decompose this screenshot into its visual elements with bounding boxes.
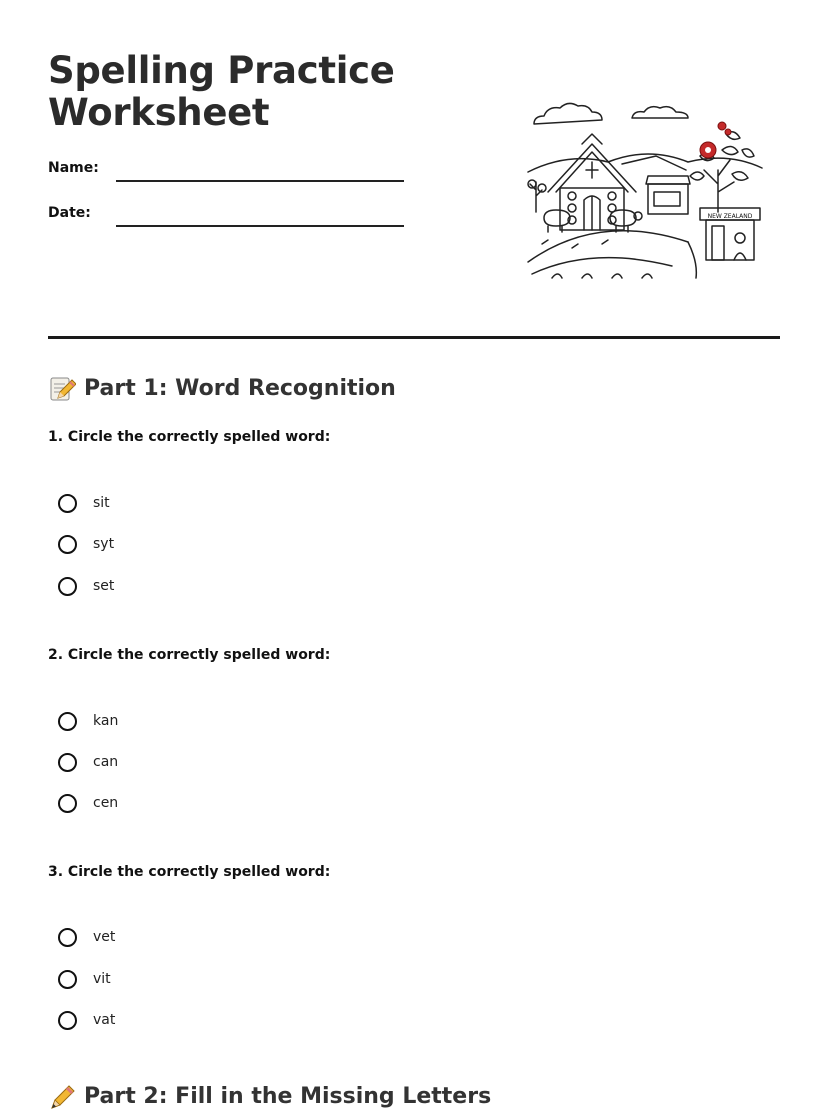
- name-line[interactable]: [116, 180, 404, 182]
- option-label: set: [93, 578, 115, 594]
- part2-heading: [48, 1082, 491, 1110]
- name-field[interactable]: [48, 160, 408, 184]
- option-label: vit: [93, 971, 111, 987]
- option-label: kan: [93, 713, 119, 729]
- question-1-option-2[interactable]: [58, 532, 114, 556]
- question-2-option-3[interactable]: [58, 791, 118, 815]
- question-3-option-1[interactable]: [58, 925, 115, 949]
- question-3-option-2[interactable]: [58, 967, 111, 991]
- date-line[interactable]: [116, 225, 404, 227]
- question-2-option-2[interactable]: [58, 750, 118, 774]
- date-field[interactable]: [48, 205, 408, 229]
- new-zealand-village-illustration: [522, 92, 768, 282]
- radio-circle[interactable]: [58, 970, 77, 989]
- title-line-1: Spelling Practice: [48, 49, 395, 92]
- radio-circle[interactable]: [58, 535, 77, 554]
- question-1-option-3[interactable]: [58, 574, 114, 598]
- option-label: cen: [93, 795, 119, 811]
- illustration-sign-text: NEW ZEALAND: [707, 213, 753, 220]
- part2-heading-text: Part 2: Fill in the Missing Letters: [84, 1083, 492, 1109]
- option-label: vet: [93, 929, 116, 945]
- question-2-prompt: 2. Circle the correctly spelled word:: [48, 647, 331, 663]
- option-label: syt: [93, 536, 115, 552]
- header-divider: [48, 336, 780, 339]
- question-2-option-1[interactable]: [58, 709, 118, 733]
- radio-circle[interactable]: [58, 494, 77, 513]
- radio-circle[interactable]: [58, 794, 77, 813]
- date-label: Date:: [48, 205, 91, 221]
- option-label: sit: [93, 495, 110, 511]
- radio-circle[interactable]: [58, 928, 77, 947]
- radio-circle[interactable]: [58, 577, 77, 596]
- name-label: Name:: [48, 160, 99, 176]
- pencil-icon: [48, 1082, 76, 1110]
- radio-circle[interactable]: [58, 712, 77, 731]
- question-3-option-3[interactable]: [58, 1008, 115, 1032]
- part1-heading-text: Part 1: Word Recognition: [84, 375, 396, 401]
- radio-circle[interactable]: [58, 753, 77, 772]
- option-label: can: [93, 754, 119, 770]
- part1-heading: [48, 374, 396, 402]
- title-line-2: Worksheet: [48, 91, 270, 134]
- question-1-prompt: 1. Circle the correctly spelled word:: [48, 429, 331, 445]
- radio-circle[interactable]: [58, 1011, 77, 1030]
- memo-pencil-icon: [48, 374, 76, 402]
- question-3-prompt: 3. Circle the correctly spelled word:: [48, 864, 331, 880]
- question-1-option-1[interactable]: [58, 491, 110, 515]
- option-label: vat: [93, 1012, 116, 1028]
- worksheet-title: [48, 50, 468, 134]
